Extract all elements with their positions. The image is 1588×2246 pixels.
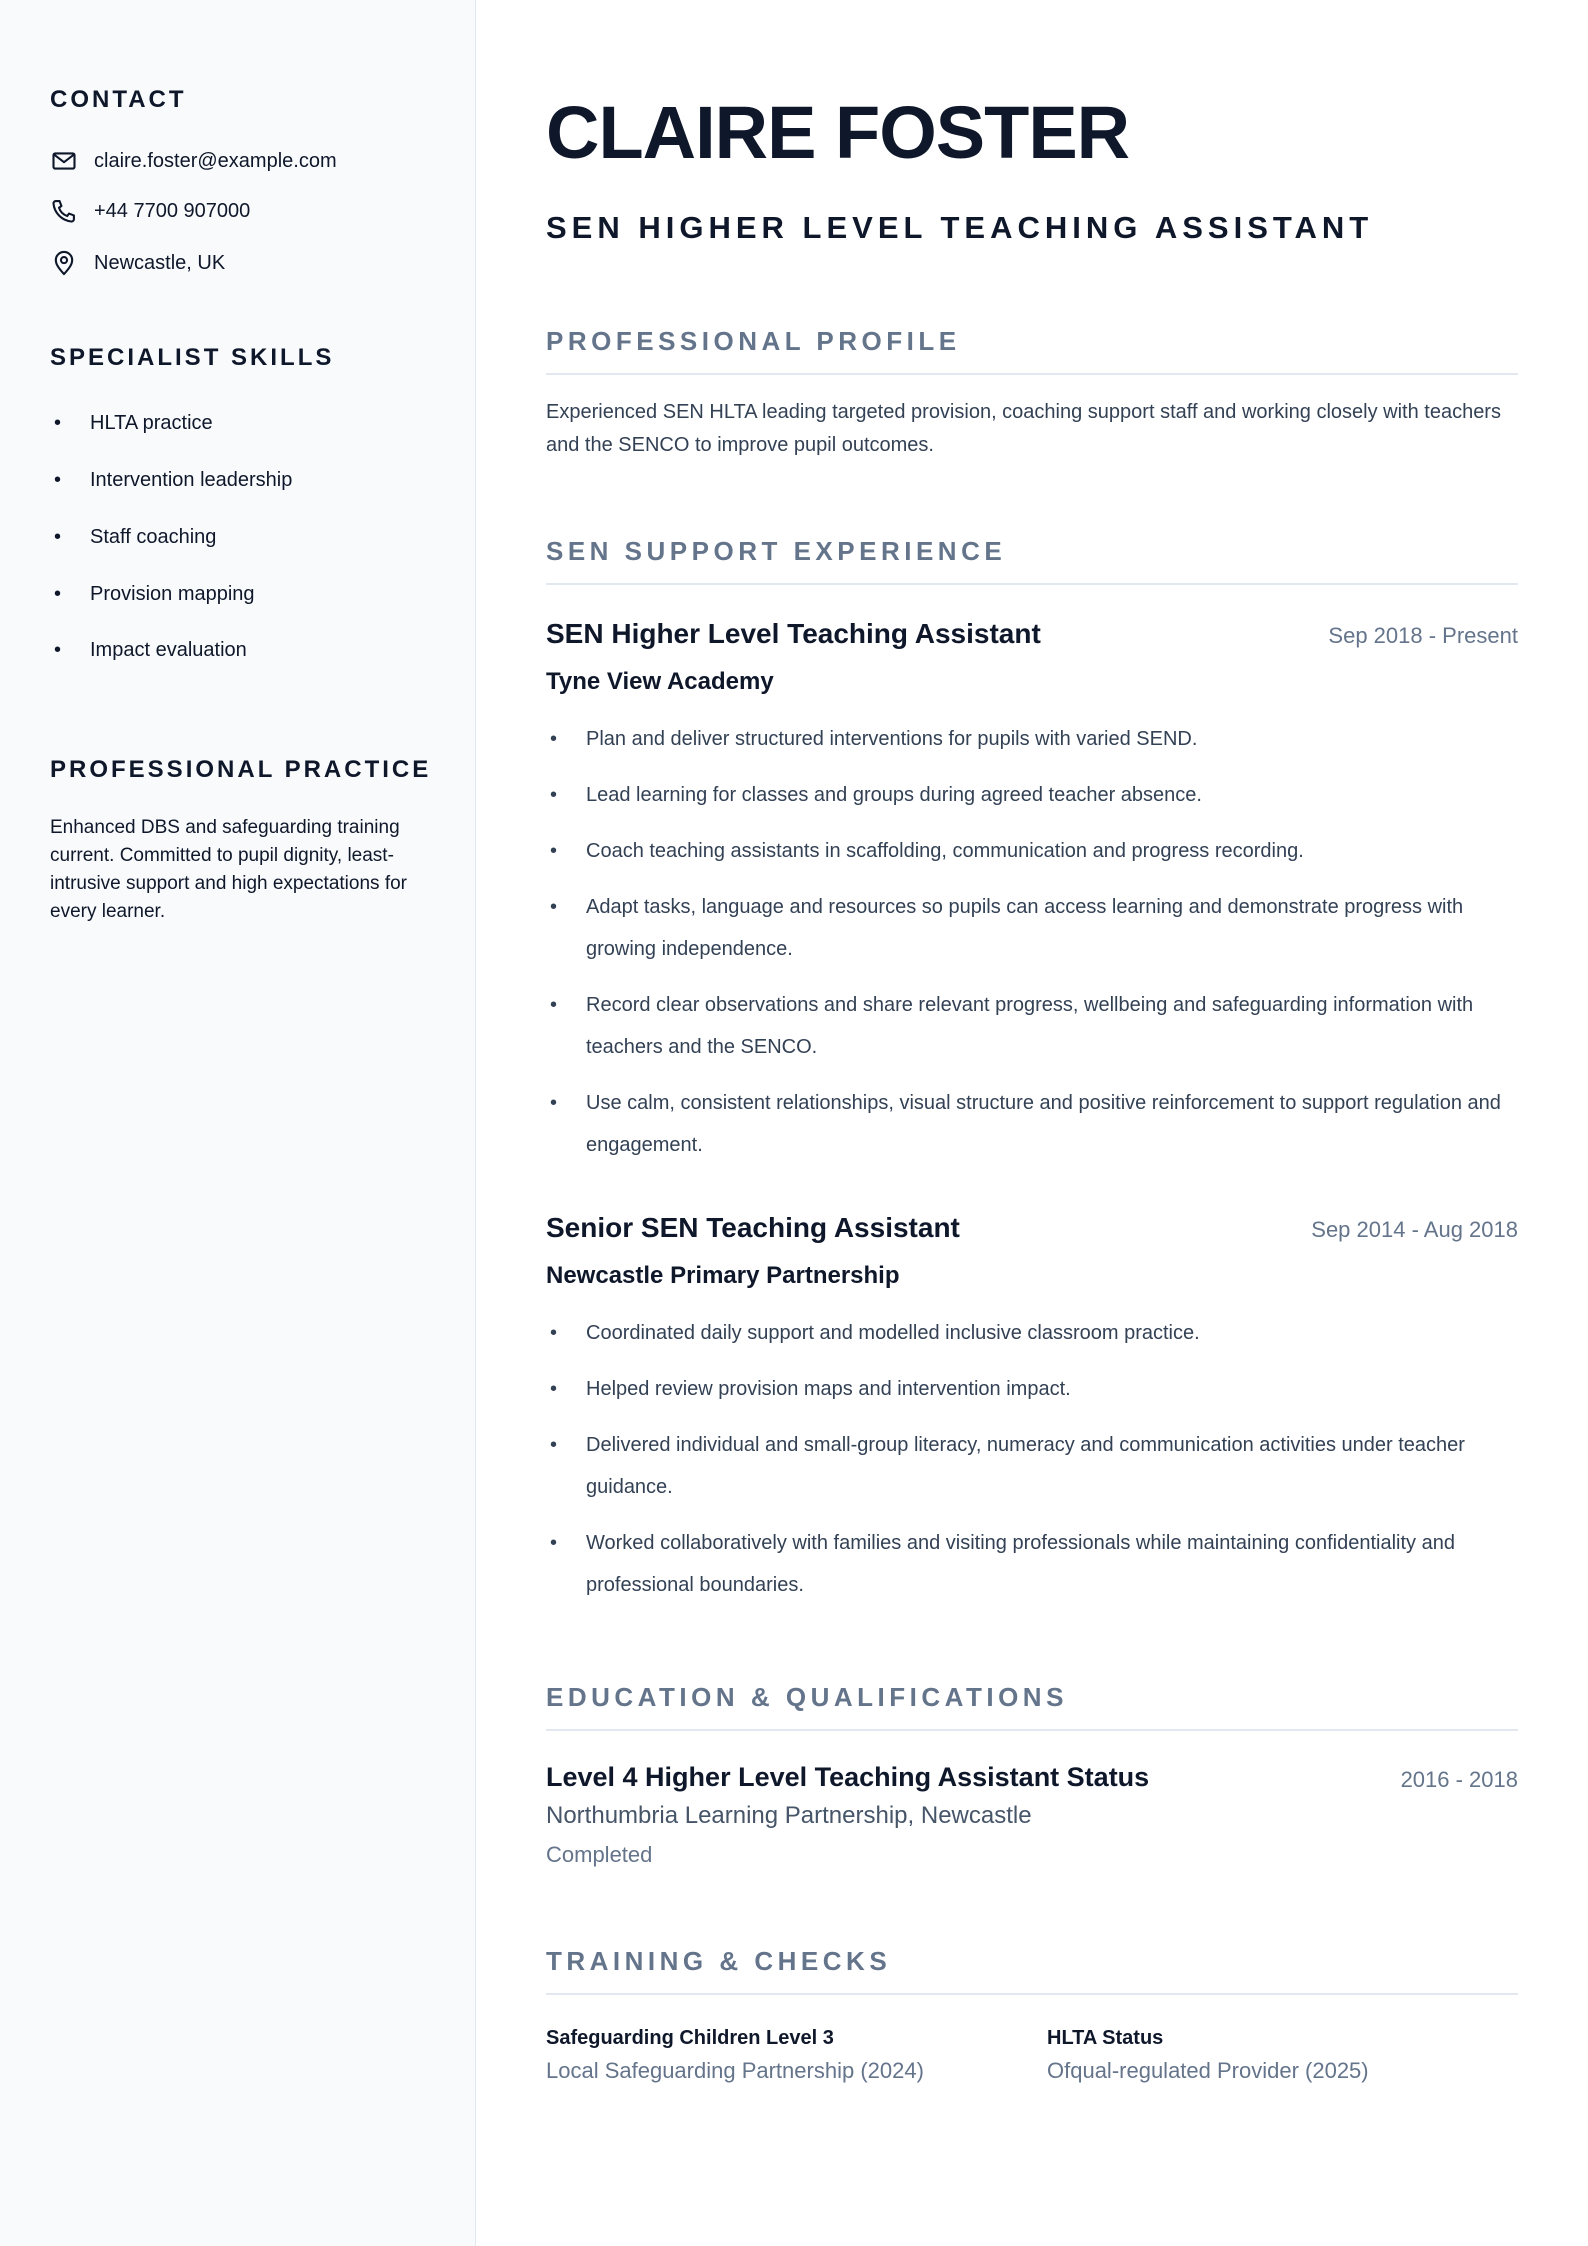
list-item: • Delivered individual and small-group literacy, numeracy and communication activities under teacher guidance.: [546, 1424, 1518, 1508]
training-name: Safeguarding Children Level 3: [546, 2027, 834, 2049]
main-content: [476, 0, 1588, 2246]
list-item: • Record clear observations and share relevant progress, wellbeing and safeguarding information with teachers and the SENCO.: [546, 984, 1518, 1068]
contact-email-text: claire.foster@example.com: [94, 149, 337, 172]
candidate-title: SEN HIGHER LEVEL TEACHING ASSISTANT: [546, 210, 1374, 245]
list-item: • Plan and deliver structured interventions for pupils with varied SEND.: [546, 718, 1518, 760]
practice-heading: PROFESSIONAL PRACTICE: [50, 756, 432, 783]
education-dates: 2016 - 2018: [1400, 1767, 1518, 1792]
education-title: Level 4 Higher Level Teaching Assistant Status: [546, 1762, 1150, 1792]
job-dates: Sep 2018 - Present: [1328, 623, 1518, 648]
contact-heading: CONTACT: [50, 86, 187, 113]
skills-heading: SPECIALIST SKILLS: [50, 344, 335, 371]
skill-item: • Impact evaluation: [54, 638, 247, 661]
profile-heading: PROFESSIONAL PROFILE: [546, 326, 1518, 375]
contact-location-text: Newcastle, UK: [94, 251, 226, 274]
education-status: Completed: [546, 1842, 653, 1867]
candidate-name: CLAIRE FOSTER: [546, 91, 1130, 174]
job-dates: Sep 2014 - Aug 2018: [1311, 1217, 1518, 1242]
contact-location: [50, 248, 225, 278]
contact-email[interactable]: [50, 146, 337, 176]
list-item: • Coach teaching assistants in scaffolding, communication and progress recording.: [546, 830, 1518, 872]
list-item: • Lead learning for classes and groups during agreed teacher absence.: [546, 774, 1518, 816]
phone-icon: [50, 197, 78, 225]
education-heading: EDUCATION & QUALIFICATIONS: [546, 1682, 1518, 1731]
skill-item: • Intervention leadership: [54, 468, 293, 491]
job-organization: Newcastle Primary Partnership: [546, 1262, 900, 1289]
mail-icon: [50, 147, 78, 175]
training-heading: TRAINING & CHECKS: [546, 1946, 1518, 1995]
location-pin-icon: [50, 249, 78, 277]
profile-text: Experienced SEN HLTA leading targeted provision, coaching support staff and working closely with teachers and the SENCO to improve pupil outcomes.: [546, 401, 1501, 456]
training-provider: Local Safeguarding Partnership (2024): [546, 2058, 924, 2083]
job-organization: Tyne View Academy: [546, 668, 774, 695]
list-item: • Use calm, consistent relationships, visual structure and positive reinforcement to support regulation and engagement.: [546, 1082, 1518, 1166]
education-institution: Northumbria Learning Partnership, Newcastle: [546, 1802, 1032, 1829]
contact-phone-text: +44 7700 907000: [94, 199, 251, 222]
list-item: • Worked collaboratively with families and visiting professionals while maintaining confidentiality and professional boundaries.: [546, 1522, 1518, 1606]
sidebar: [0, 0, 476, 2246]
skill-item: • Staff coaching: [54, 525, 217, 548]
job-bullets: [546, 1312, 1518, 1620]
skill-item: • HLTA practice: [54, 411, 213, 434]
list-item: • Adapt tasks, language and resources so pupils can access learning and demonstrate progress with growing independence.: [546, 886, 1518, 970]
job-bullets: [546, 718, 1518, 1180]
practice-text: Enhanced DBS and safeguarding training current. Committed to pupil dignity, least-intrusive support and high expectations for every learner.: [50, 817, 407, 922]
job-title: SEN Higher Level Teaching Assistant: [546, 618, 1041, 649]
training-provider: Ofqual-regulated Provider (2025): [1047, 2058, 1369, 2083]
experience-heading: SEN SUPPORT EXPERIENCE: [546, 536, 1518, 585]
skill-item: • Provision mapping: [54, 582, 255, 605]
training-name: HLTA Status: [1047, 2027, 1164, 2049]
list-item: • Coordinated daily support and modelled inclusive classroom practice.: [546, 1312, 1518, 1354]
list-item: • Helped review provision maps and intervention impact.: [546, 1368, 1518, 1410]
contact-phone[interactable]: [50, 196, 250, 226]
job-title: Senior SEN Teaching Assistant: [546, 1212, 960, 1243]
